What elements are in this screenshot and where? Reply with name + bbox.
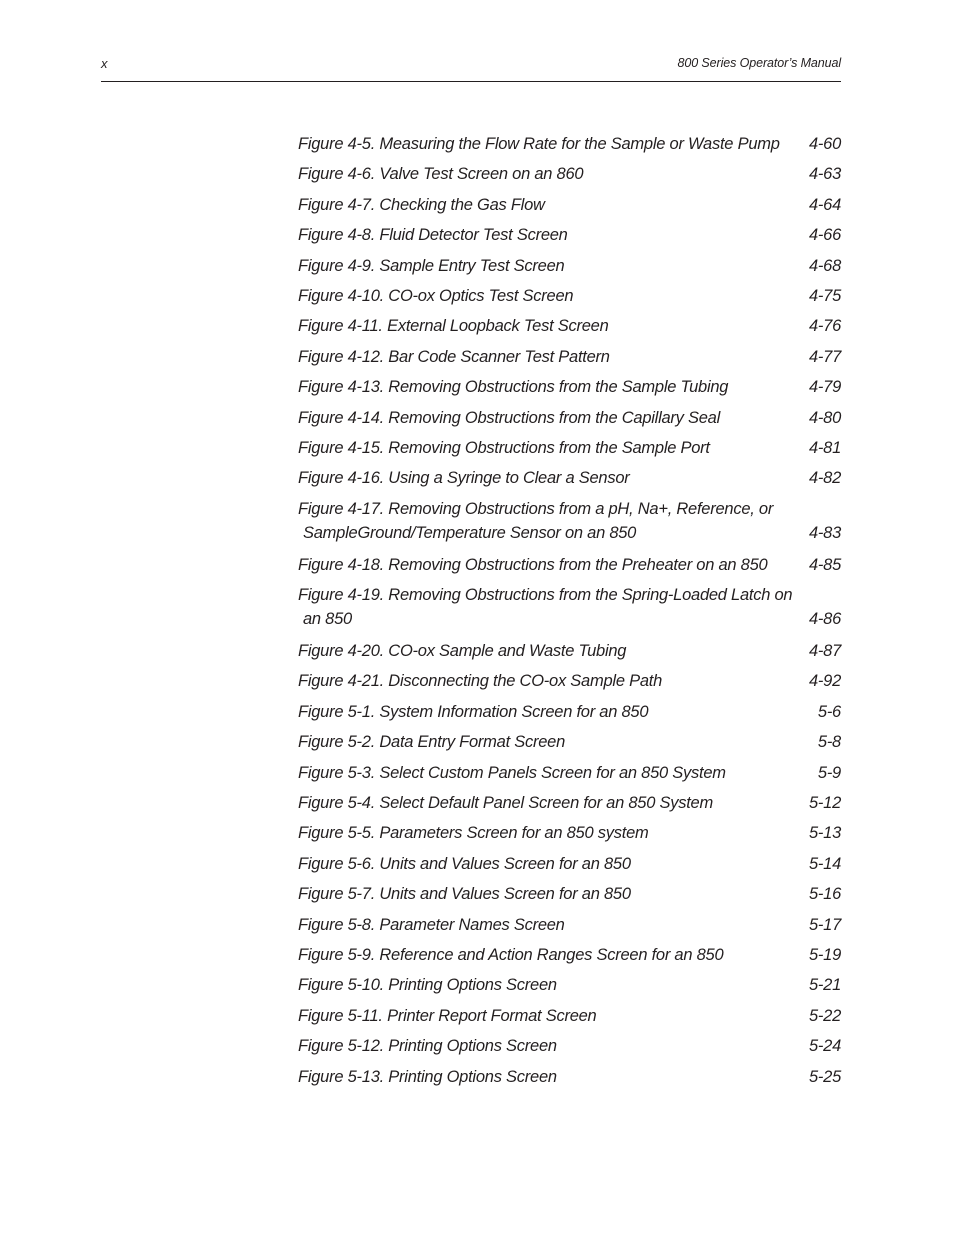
toc-entry-page: 5-25	[808, 1067, 841, 1086]
toc-entry-page: 5-17	[808, 915, 841, 934]
toc-entry-page: 4-92	[808, 672, 841, 691]
toc-entry-title: Figure 5-6. Units and Values Screen for an 850	[298, 854, 631, 873]
toc-entry-page: 4-85	[808, 555, 841, 574]
toc-entry-page: 5-22	[808, 1006, 841, 1025]
toc-entry-page: 5-9	[817, 763, 841, 782]
toc-entry	[298, 1002, 841, 1032]
toc-entry	[298, 221, 841, 251]
toc-entry-title-continued: an 850	[303, 610, 352, 629]
toc-entry-page: 5-8	[817, 733, 841, 752]
toc-entry-page: 4-68	[808, 256, 841, 275]
toc-entry-page: 5-13	[808, 824, 841, 843]
toc-entry	[298, 667, 841, 697]
toc-entry-page: 4-87	[808, 642, 841, 661]
toc-entry-title: Figure 4-13. Removing Obstructions from the Sample Tubing	[298, 378, 729, 397]
toc-entry-title: Figure 4-19. Removing Obstructions from the Spring-Loaded Latch on	[298, 586, 793, 605]
toc-entry-page: 5-16	[808, 885, 841, 904]
toc-entry-page: 5-21	[808, 976, 841, 995]
page-header	[101, 56, 841, 78]
toc-entry-title: Figure 5-5. Parameters Screen for an 850 system	[298, 824, 649, 843]
list-of-figures	[298, 130, 841, 1093]
toc-entry-page: 5-14	[808, 854, 841, 873]
toc-entry-title: Figure 4-11. External Loopback Test Screen	[298, 317, 609, 336]
toc-entry	[298, 495, 841, 551]
toc-entry-page: 4-75	[808, 286, 841, 305]
toc-entry-page: 4-63	[808, 165, 841, 184]
toc-entry-title: Figure 4-18. Removing Obstructions from the Preheater on an 850	[298, 555, 768, 574]
toc-entry-title: Figure 5-4. Select Default Panel Screen for an 850 System	[298, 794, 713, 813]
toc-entry	[298, 911, 841, 941]
toc-entry	[298, 191, 841, 221]
toc-entry	[298, 404, 841, 434]
toc-entry-title: Figure 4-6. Valve Test Screen on an 860	[298, 165, 584, 184]
toc-entry-title: Figure 5-10. Printing Options Screen	[298, 976, 557, 995]
toc-entry	[298, 941, 841, 971]
toc-entry-page: 4-60	[808, 135, 841, 153]
toc-entry	[298, 971, 841, 1001]
toc-entry-page: 4-66	[808, 226, 841, 245]
toc-entry-title: Figure 5-1. System Information Screen for an 850	[298, 702, 649, 721]
toc-entry	[298, 312, 841, 342]
toc-entry-title: Figure 4-14. Removing Obstructions from the Capillary Seal	[298, 408, 721, 427]
toc-entry	[298, 728, 841, 758]
toc-entry-title: Figure 5-3. Select Custom Panels Screen for an 850 System	[298, 763, 726, 782]
toc-entry	[298, 373, 841, 403]
toc-entry-title: Figure 4-17. Removing Obstructions from a pH, Na+, Reference, or	[298, 499, 774, 518]
toc-entry	[298, 698, 841, 728]
toc-entry-page: 4-77	[808, 347, 841, 366]
toc-entry-title: Figure 4-12. Bar Code Scanner Test Pattern	[298, 347, 610, 366]
toc-entry-page: 5-24	[808, 1037, 841, 1056]
toc-entry	[298, 434, 841, 464]
toc-entry	[298, 880, 841, 910]
toc-entry-page: 5-19	[808, 945, 841, 964]
toc-entry-title: Figure 5-13. Printing Options Screen	[298, 1067, 557, 1086]
toc-entry	[298, 1032, 841, 1062]
toc-entry-title: Figure 5-11. Printer Report Format Screen	[298, 1006, 597, 1025]
toc-entry-title: Figure 4-10. CO-ox Optics Test Screen	[298, 286, 574, 305]
toc-entry-title: Figure 5-8. Parameter Names Screen	[298, 915, 565, 934]
toc-entry-page: 4-76	[808, 317, 841, 336]
toc-entry-title: Figure 4-8. Fluid Detector Test Screen	[298, 226, 568, 245]
toc-entry-title: Figure 5-9. Reference and Action Ranges Screen for an 850	[298, 945, 724, 964]
toc-entry-page: 5-12	[808, 794, 841, 813]
toc-entry	[298, 1063, 841, 1093]
toc-entry-page: 4-82	[808, 469, 841, 488]
toc-entry	[298, 819, 841, 849]
toc-entry-title-continued: SampleGround/Temperature Sensor on an 850	[303, 523, 637, 542]
manual-title: 800 Series Operator’s Manual	[677, 56, 841, 70]
page-number: x	[101, 56, 108, 71]
toc-entry	[298, 789, 841, 819]
toc-entry-page: 4-86	[808, 610, 841, 629]
toc-entry	[298, 464, 841, 494]
toc-entry	[298, 130, 841, 160]
toc-entry-title: Figure 4-16. Using a Syringe to Clear a Sensor	[298, 469, 630, 488]
toc-entry	[298, 581, 841, 637]
toc-entry-title: Figure 4-5. Measuring the Flow Rate for the Sample or Waste Pump	[298, 135, 780, 153]
toc-entry-page: 4-80	[808, 408, 841, 427]
toc-entry-page: 5-6	[817, 702, 841, 721]
toc-entry-title: Figure 4-20. CO-ox Sample and Waste Tubing	[298, 642, 627, 661]
toc-entry-page: 4-64	[808, 195, 841, 214]
toc-entry-title: Figure 4-15. Removing Obstructions from the Sample Port	[298, 438, 710, 457]
toc-entry	[298, 551, 841, 581]
header-rule	[101, 81, 841, 82]
toc-entry	[298, 343, 841, 373]
toc-entry-title: Figure 5-2. Data Entry Format Screen	[298, 733, 566, 752]
toc-entry-title: Figure 5-12. Printing Options Screen	[298, 1037, 557, 1056]
toc-entry-page: 4-79	[808, 378, 841, 397]
toc-entry	[298, 850, 841, 880]
toc-entry	[298, 759, 841, 789]
toc-entry-page: 4-81	[808, 438, 841, 457]
toc-entry	[298, 252, 841, 282]
toc-entry	[298, 637, 841, 667]
toc-entry-title: Figure 4-9. Sample Entry Test Screen	[298, 256, 565, 275]
toc-entry-page: 4-83	[808, 523, 841, 542]
toc-entry-title: Figure 4-21. Disconnecting the CO-ox Sample Path	[298, 672, 663, 691]
toc-entry	[298, 282, 841, 312]
toc-entry	[298, 160, 841, 190]
toc-entry-title: Figure 4-7. Checking the Gas Flow	[298, 195, 545, 214]
toc-entry-title: Figure 5-7. Units and Values Screen for an 850	[298, 885, 631, 904]
